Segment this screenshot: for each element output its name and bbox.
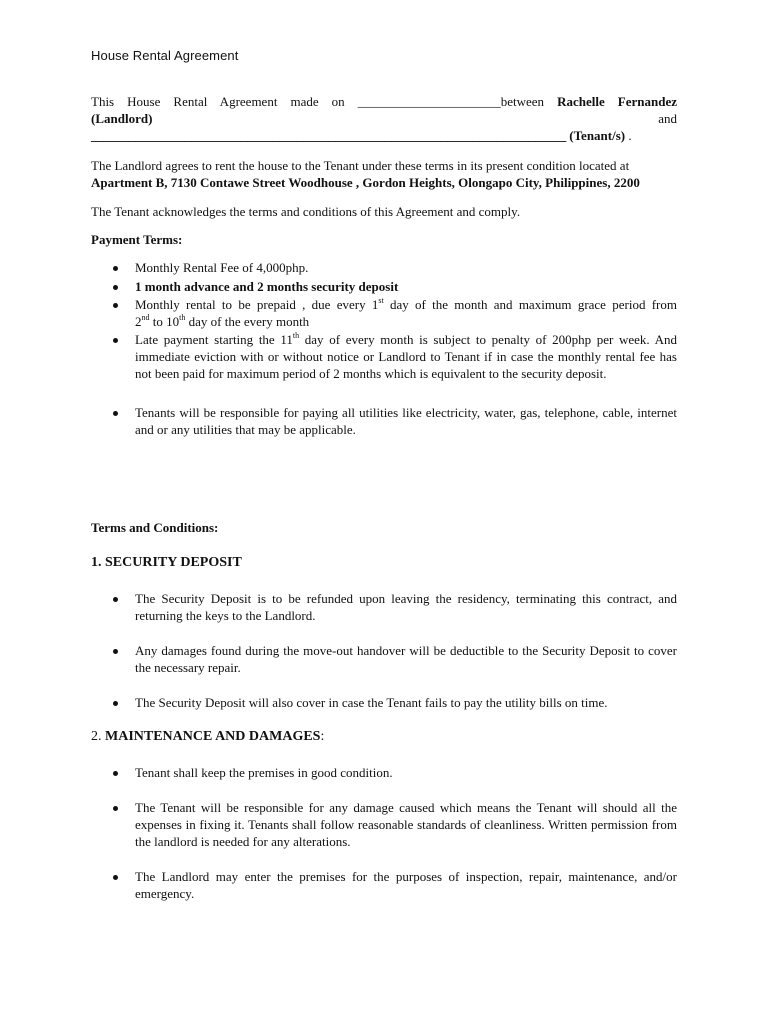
date-blank: ______________________ [357, 94, 501, 109]
payment-bullet-5: Tenants will be responsible for paying all utilities like electricity, water, gas, telephone, cable, internet and or any utilities that may be applicable. [135, 405, 677, 437]
bullet-icon [113, 875, 118, 880]
maintenance-bullet-2: The Tenant will be responsible for any damage caused which means the Tenant will should all the expenses in fixing it. Tenants shall follow reasonable standards of cleanliness. Written permission from the landlord is needed for any alterations. [135, 800, 677, 849]
tenant-end: . [628, 128, 632, 143]
bullet-icon [113, 771, 118, 776]
bullet-icon [113, 285, 118, 290]
payment-bullet-4: Late payment starting the 11th day of every month is subject to penalty of 200php per week. And immediate eviction with or without notice or Landlord to Tenant if in case the monthly rental fee has not been paid for maximum period of 2 months which is equivalent to the security deposit. [135, 330, 678, 381]
property-address: Apartment B, 7130 Contawe Street Woodhouse , Gordon Heights, Olongapo City, Philippines, 2200 [91, 175, 640, 190]
intro-text: This House Rental Agreement made on [91, 94, 345, 109]
tenant-blank: ____________________________________________________________________________ [91, 128, 566, 143]
maintenance-title: MAINTENANCE AND DAMAGES [105, 729, 321, 744]
bullet-icon [113, 806, 118, 811]
location-paragraph [91, 157, 681, 191]
and-text: and [658, 111, 677, 126]
landlord-name: Rachelle Fernandez [557, 94, 678, 109]
intro-line-1 [91, 93, 677, 110]
location-text: The Landlord agrees to rent the house to the Tenant under these terms in its present condition located at [91, 158, 630, 173]
tenant-role: (Tenant/s) [569, 128, 626, 143]
maintenance-heading: 2. MAINTENANCE AND DAMAGES: [91, 729, 325, 744]
maintenance-bullet-1: Tenant shall keep the premises in good condition. [135, 765, 393, 780]
security-bullet-2: Any damages found during the move-out handover will be deductible to the Security Deposit to cover the necessary repair. [135, 643, 677, 675]
landlord-role: (Landlord) [91, 111, 153, 126]
payment-bullet-1: Monthly Rental Fee of 4,000php. [135, 260, 309, 275]
payment-bullet-3: Monthly rental to be prepaid , due every 1st day of the month and maximum grace period from 2nd to 10th day of the every month [135, 295, 677, 329]
bullet-icon [113, 597, 118, 602]
terms-heading: Terms and Conditions: [91, 520, 219, 535]
bullet-icon [113, 411, 118, 416]
payment-terms-heading: Payment Terms: [91, 232, 183, 247]
bullet-icon [113, 649, 118, 654]
bullet-icon [113, 338, 118, 343]
document-title: House Rental Agreement [91, 48, 239, 63]
maintenance-number: 2. [91, 729, 102, 744]
intro-line-2 [91, 110, 677, 127]
maintenance-bullet-3: The Landlord may enter the premises for the purposes of inspection, repair, maintenance, and/or emergency. [135, 869, 677, 901]
between-text: between [500, 94, 545, 109]
intro-paragraph [91, 93, 677, 144]
security-bullet-1: The Security Deposit is to be refunded upon leaving the residency, terminating this contract, and returning the keys to the Landlord. [135, 591, 677, 623]
security-bullet-3: The Security Deposit will also cover in case the Tenant fails to pay the utility bills on time. [135, 695, 608, 710]
intro-line-3 [91, 127, 677, 144]
bullet-icon [113, 701, 118, 706]
payment-bullet-2: 1 month advance and 2 months security deposit [135, 279, 399, 294]
security-deposit-heading: 1. SECURITY DEPOSIT [91, 555, 242, 570]
bullet-icon [113, 303, 118, 308]
acknowledge-text: The Tenant acknowledges the terms and conditions of this Agreement and comply. [91, 204, 521, 219]
bullet-icon [113, 266, 118, 271]
